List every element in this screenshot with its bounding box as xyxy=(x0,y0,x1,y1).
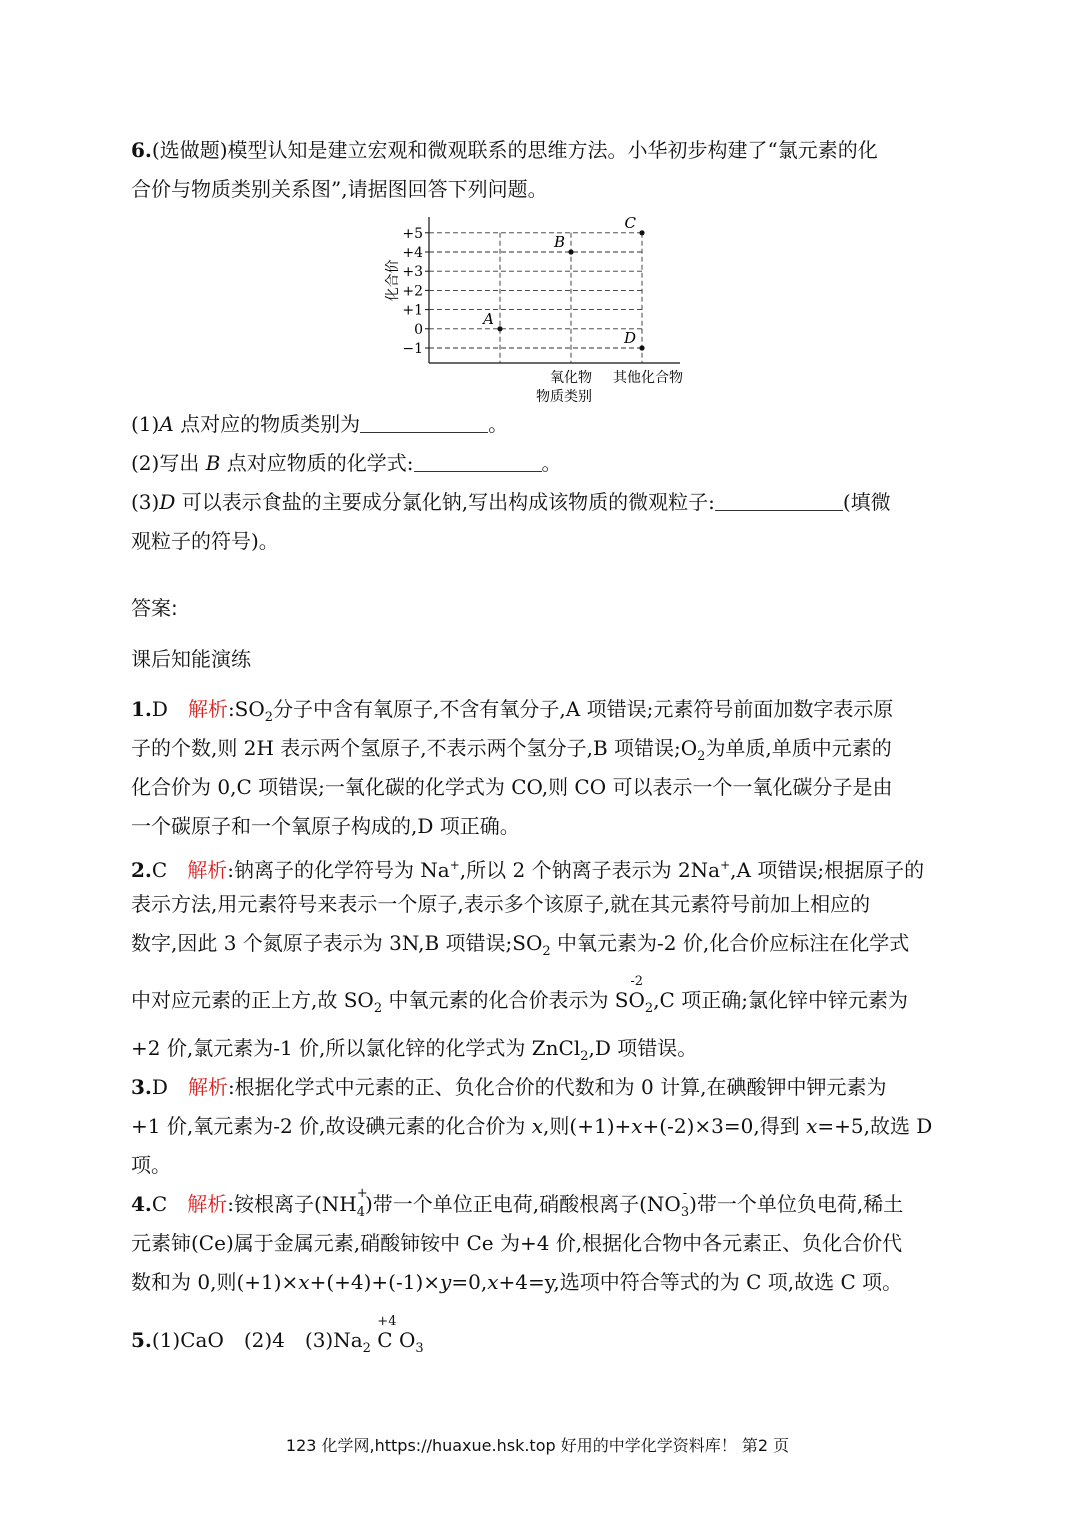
answer-2-line-3: 数字,因此 3 个氮原子表示为 3N,B 项错误$;SO_2$ 中氧元素为-2 价,化合价应标注在化学式 xyxy=(131,931,910,959)
q6-part-1: (1)A 点对应的物质类别为 。 xyxy=(131,412,509,436)
answer-2-line-5: +2 价,氯元素为-1 价,所以氯化锌的化学式为 ZnCl$_2$,D 项错误。 xyxy=(131,1036,698,1064)
point-label-D: D xyxy=(623,329,636,347)
answer-3-line-3: 项。 xyxy=(131,1153,171,1177)
answer-4-line-2: 元素铈(Ce)属于金属元素,硝酸铈铵中 Ce 为+4 价,根据化合物中各元素正、负化合价代 xyxy=(131,1231,903,1255)
data-point-D xyxy=(639,345,644,350)
data-point-B xyxy=(568,249,573,254)
data-point-C xyxy=(639,230,644,235)
answer-blank-2[interactable] xyxy=(414,451,542,472)
section-title: 课后知能演练 xyxy=(131,647,251,671)
q6-part-3: (3)D 可以表示食盐的主要成分氯化钠,写出构成该物质的微观粒子: (填微 xyxy=(131,490,891,514)
y-tick-label: +5 xyxy=(402,225,423,242)
analysis-tag: 解析 xyxy=(187,697,228,721)
answer-blank-3[interactable] xyxy=(715,490,843,511)
y-tick-label: −1 xyxy=(402,341,423,357)
q6-part-3-cont: 观粒子的符号)。 xyxy=(131,529,279,553)
answer-4-line-1: 4.C 解析:铵根离子(NH + $_4$)带一个单位正电荷,硝酸根离子(NO - $_3$)带一个单位负电荷,稀土 xyxy=(131,1186,904,1220)
y-tick-label: +1 xyxy=(402,302,423,319)
x-tick-label: 其他化合物 xyxy=(613,370,683,386)
x-tick-label: 氧化物 xyxy=(550,370,592,386)
answer-3-line-1: 3.D 解析:根据化学式中元素的正、负化合价的代数和为 0 计算,在碘酸钾中钾元素为 xyxy=(131,1075,887,1099)
y-axis-title: 化合价 xyxy=(385,259,401,302)
answer-3-line-2: +1 价,氧元素为-2 价,故设碘元素的化合价为 x,则(+1)+x+(-2)×3=0,得到 x=+5,故选 D xyxy=(131,1114,933,1138)
y-tick-label: +2 xyxy=(402,283,423,300)
answer-2-line-4: 中对应元素的正上方,故 $SO_2$ 中氧元素的化合价表示为 S -2 $O_2,C$ 项正确;氯化锌中锌元素为 xyxy=(131,974,908,1016)
answer-1-line-1: 1.D 解析$:SO_2$分子中含有氧原子,不含有氧分子,A 项错误;元素符号前面加数字表示原 xyxy=(131,697,894,725)
y-tick-label: +3 xyxy=(402,264,423,281)
answer-4-line-3: 数和为 0,则(+1)×x+(+4)+(-1)×y=0,x+4=y,选项中符合等式的为 C 项,故选 C 项。 xyxy=(131,1270,903,1294)
answer-5: 5.(1)CaO (2)4 $(3)Na_2$ +4 C $O_3$ xyxy=(131,1314,424,1356)
analysis-tag: 解析 xyxy=(187,1075,228,1099)
q6-line-1: 6.(选做题)模型认知是建立宏观和微观联系的思维方法。小华初步构建了“氯元素的化 xyxy=(131,138,878,162)
analysis-tag: 解析 xyxy=(187,1192,228,1216)
point-label-B: B xyxy=(553,233,565,251)
answer-1-line-2: 子的个数,则 2H 表示两个氢原子,不表示两个氢分子,B 项错误$;O_2$为单质,单质中元素的 xyxy=(131,736,892,764)
answer-label: 答案: xyxy=(131,596,178,620)
point-label-C: C xyxy=(624,213,636,232)
point-label-A: A xyxy=(483,309,494,328)
x-axis-title: 物质类别 xyxy=(536,389,592,405)
valence-chart xyxy=(370,205,700,405)
answer-2-line-1: 2.C 解析:钠离子的化学符号为 Na+,所以 2 个钠离子表示为 2Na+,A 项错误;根据原子的 xyxy=(131,858,925,882)
q6-line-2: 合价与物质类别关系图”,请据图回答下列问题。 xyxy=(131,177,548,201)
y-tick-label: +4 xyxy=(402,245,423,261)
answer-1-line-4: 一个碳原子和一个氧原子构成的,D 项正确。 xyxy=(131,814,520,838)
data-point-A xyxy=(497,326,502,331)
q6-part-2: (2)写出 B 点对应物质的化学式: 。 xyxy=(131,451,562,475)
analysis-tag: 解析 xyxy=(187,858,228,882)
answer-1-line-3: 化合价为 0,C 项错误;一氧化碳的化学式为 CO,则 CO 可以表示一个一氧化碳分子是由 xyxy=(131,775,893,799)
page-footer: 123 化学网,https://huaxue.hsk.top 好用的中学化学资料库！ 第2 页 xyxy=(285,1436,790,1455)
y-tick-label: 0 xyxy=(414,321,423,338)
answer-blank-1[interactable] xyxy=(360,412,488,433)
answer-2-line-2: 表示方法,用元素符号来表示一个原子,表示多个该原子,就在其元素符号前加上相应的 xyxy=(131,892,871,916)
